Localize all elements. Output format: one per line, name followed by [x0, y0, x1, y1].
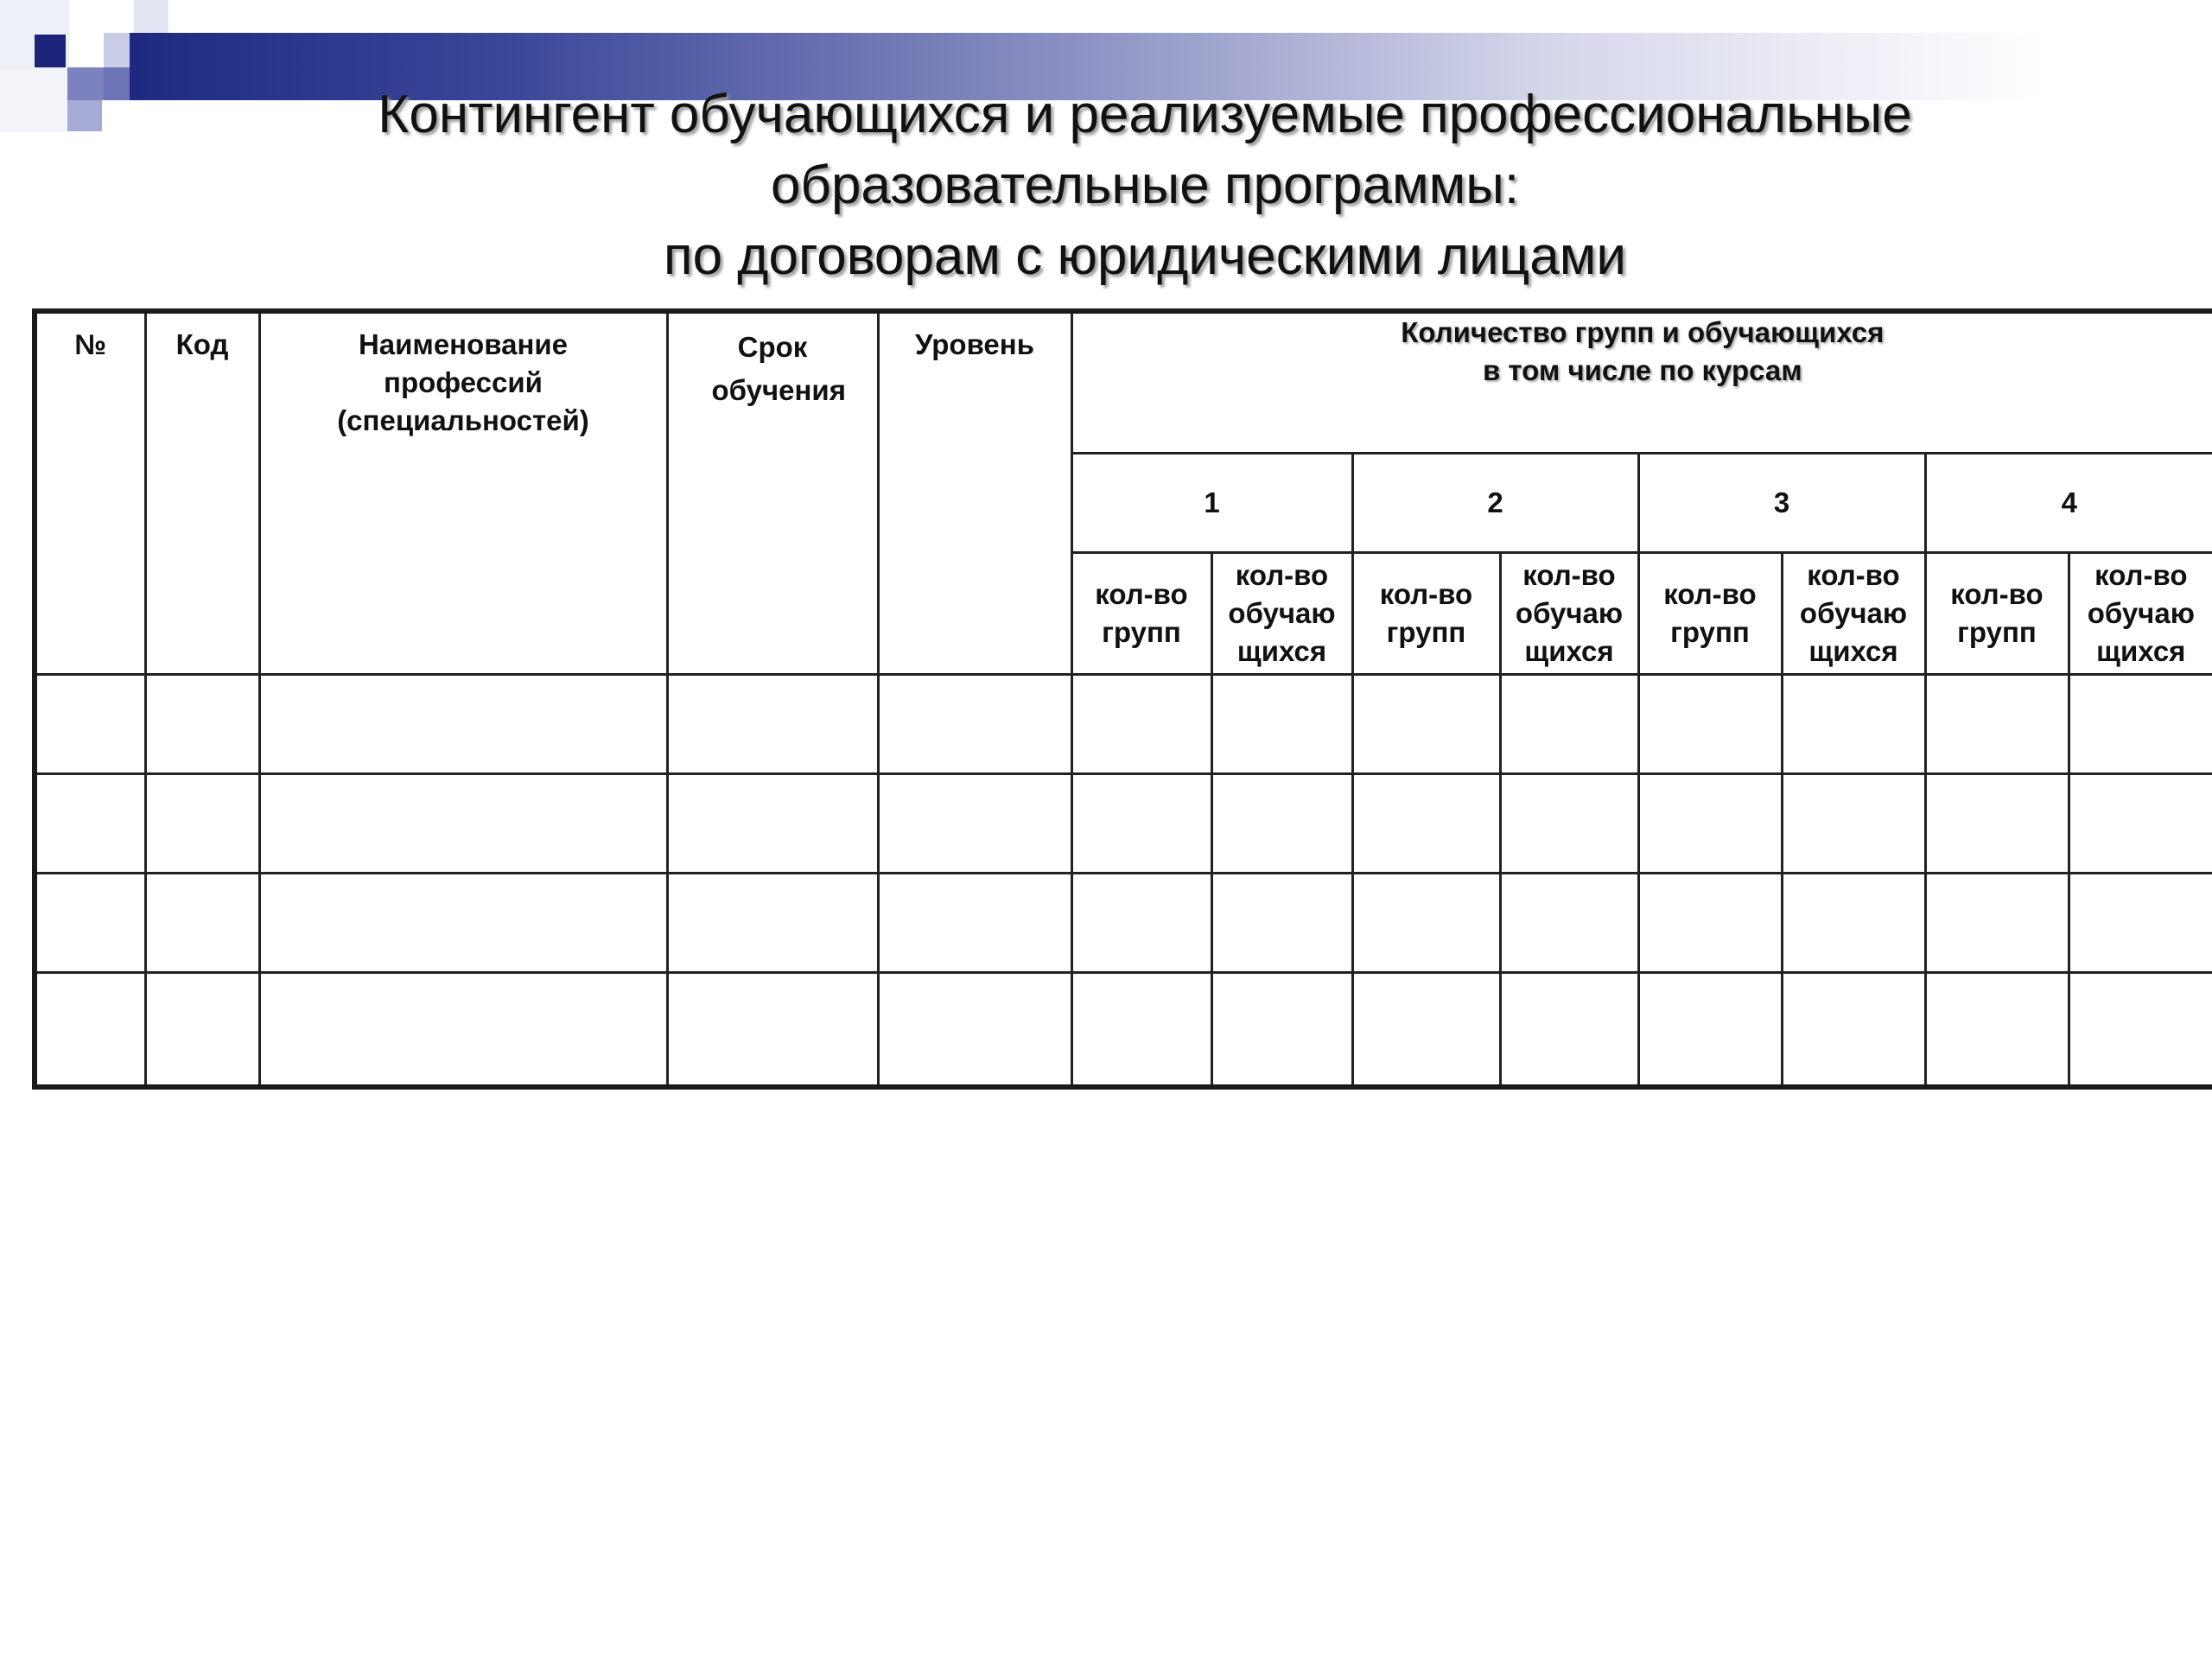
table-row — [35, 973, 2212, 1088]
table-cell — [1352, 774, 1500, 874]
table-cell — [1500, 774, 1638, 874]
table-cell — [2069, 675, 2212, 774]
table-cell — [1782, 973, 1925, 1088]
table-cell — [878, 774, 1071, 874]
sub-groups-1: кол-во групп — [1071, 553, 1211, 675]
header-duration: Срок обучения — [667, 311, 878, 675]
table-cell — [35, 973, 145, 1088]
table-cell — [35, 675, 145, 774]
decor-square — [35, 35, 66, 67]
table-cell — [1638, 973, 1782, 1088]
table-cell — [667, 675, 878, 774]
table-cell — [2069, 973, 2212, 1088]
table-row — [35, 675, 2212, 774]
table-cell — [1211, 675, 1352, 774]
decor-square — [134, 0, 168, 33]
table-cell — [1638, 874, 1782, 973]
table-cell — [259, 874, 667, 973]
table-cell — [878, 973, 1071, 1088]
table-cell — [35, 874, 145, 973]
table-cell — [35, 774, 145, 874]
table-cell — [1211, 973, 1352, 1088]
table-cell — [145, 973, 259, 1088]
table-cell — [145, 874, 259, 973]
table-cell — [878, 874, 1071, 973]
course-4: 4 — [1925, 454, 2212, 553]
table-cell — [1211, 874, 1352, 973]
table-cell — [1638, 774, 1782, 874]
header-groups-students: Количество групп и обучающихся в том числе по курсам — [1071, 311, 2212, 454]
table-cell — [1925, 973, 2069, 1088]
sub-groups-4: кол-во групп — [1925, 553, 2069, 675]
table-cell — [1500, 675, 1638, 774]
sub-students-3: кол-во обучаю щихся — [1782, 553, 1925, 675]
decor-square — [104, 33, 130, 67]
table-row — [35, 774, 2212, 874]
header-number: № — [35, 311, 145, 675]
table-cell — [1925, 774, 2069, 874]
contingent-table — [32, 308, 2212, 1090]
table-cell — [878, 675, 1071, 774]
sub-students-4: кол-во обучаю щихся — [2069, 553, 2212, 675]
table-cell — [1782, 675, 1925, 774]
header-row — [35, 311, 2212, 454]
table-cell — [259, 675, 667, 774]
course-2: 2 — [1352, 454, 1638, 553]
table-cell — [1071, 675, 1211, 774]
table-cell — [1352, 675, 1500, 774]
sub-students-1: кол-во обучаю щихся — [1211, 553, 1352, 675]
decor-square — [104, 67, 130, 100]
title-line-2: образовательные программы: — [770, 156, 1520, 215]
decor-square — [67, 67, 104, 100]
table-cell — [259, 774, 667, 874]
table-cell — [667, 973, 878, 1088]
course-3: 3 — [1638, 454, 1925, 553]
title-line-1: Контингент обучающихся и реализуемые профессиональные — [378, 85, 1912, 144]
table-cell — [1638, 675, 1782, 774]
table-cell — [667, 774, 878, 874]
header-code: Код — [145, 311, 259, 675]
table-cell — [145, 675, 259, 774]
course-1: 1 — [1071, 454, 1352, 553]
table-cell — [1782, 774, 1925, 874]
table-cell — [1071, 874, 1211, 973]
table-cell — [1071, 774, 1211, 874]
table-cell — [1211, 774, 1352, 874]
table-cell — [1500, 973, 1638, 1088]
table-cell — [145, 774, 259, 874]
sub-groups-2: кол-во групп — [1352, 553, 1500, 675]
table-cell — [1071, 973, 1211, 1088]
sub-students-2: кол-во обучаю щихся — [1500, 553, 1638, 675]
slide-title — [173, 79, 2117, 292]
table-cell — [2069, 874, 2212, 973]
table-cell — [259, 973, 667, 1088]
table-cell — [1782, 874, 1925, 973]
table-cell — [667, 874, 878, 973]
header-profession-name: Наименование профессий (специальностей) — [259, 311, 667, 675]
table-cell — [2069, 774, 2212, 874]
header-level: Уровень — [878, 311, 1071, 675]
table-row — [35, 874, 2212, 973]
table-cell — [1352, 973, 1500, 1088]
sub-groups-3: кол-во групп — [1638, 553, 1782, 675]
table-cell — [1500, 874, 1638, 973]
decor-square — [0, 69, 67, 131]
decor-square — [67, 100, 102, 131]
table-cell — [1352, 874, 1500, 973]
table-cell — [1925, 874, 2069, 973]
table-cell — [1925, 675, 2069, 774]
title-line-3: по договорам с юридическими лицами — [664, 226, 1626, 286]
